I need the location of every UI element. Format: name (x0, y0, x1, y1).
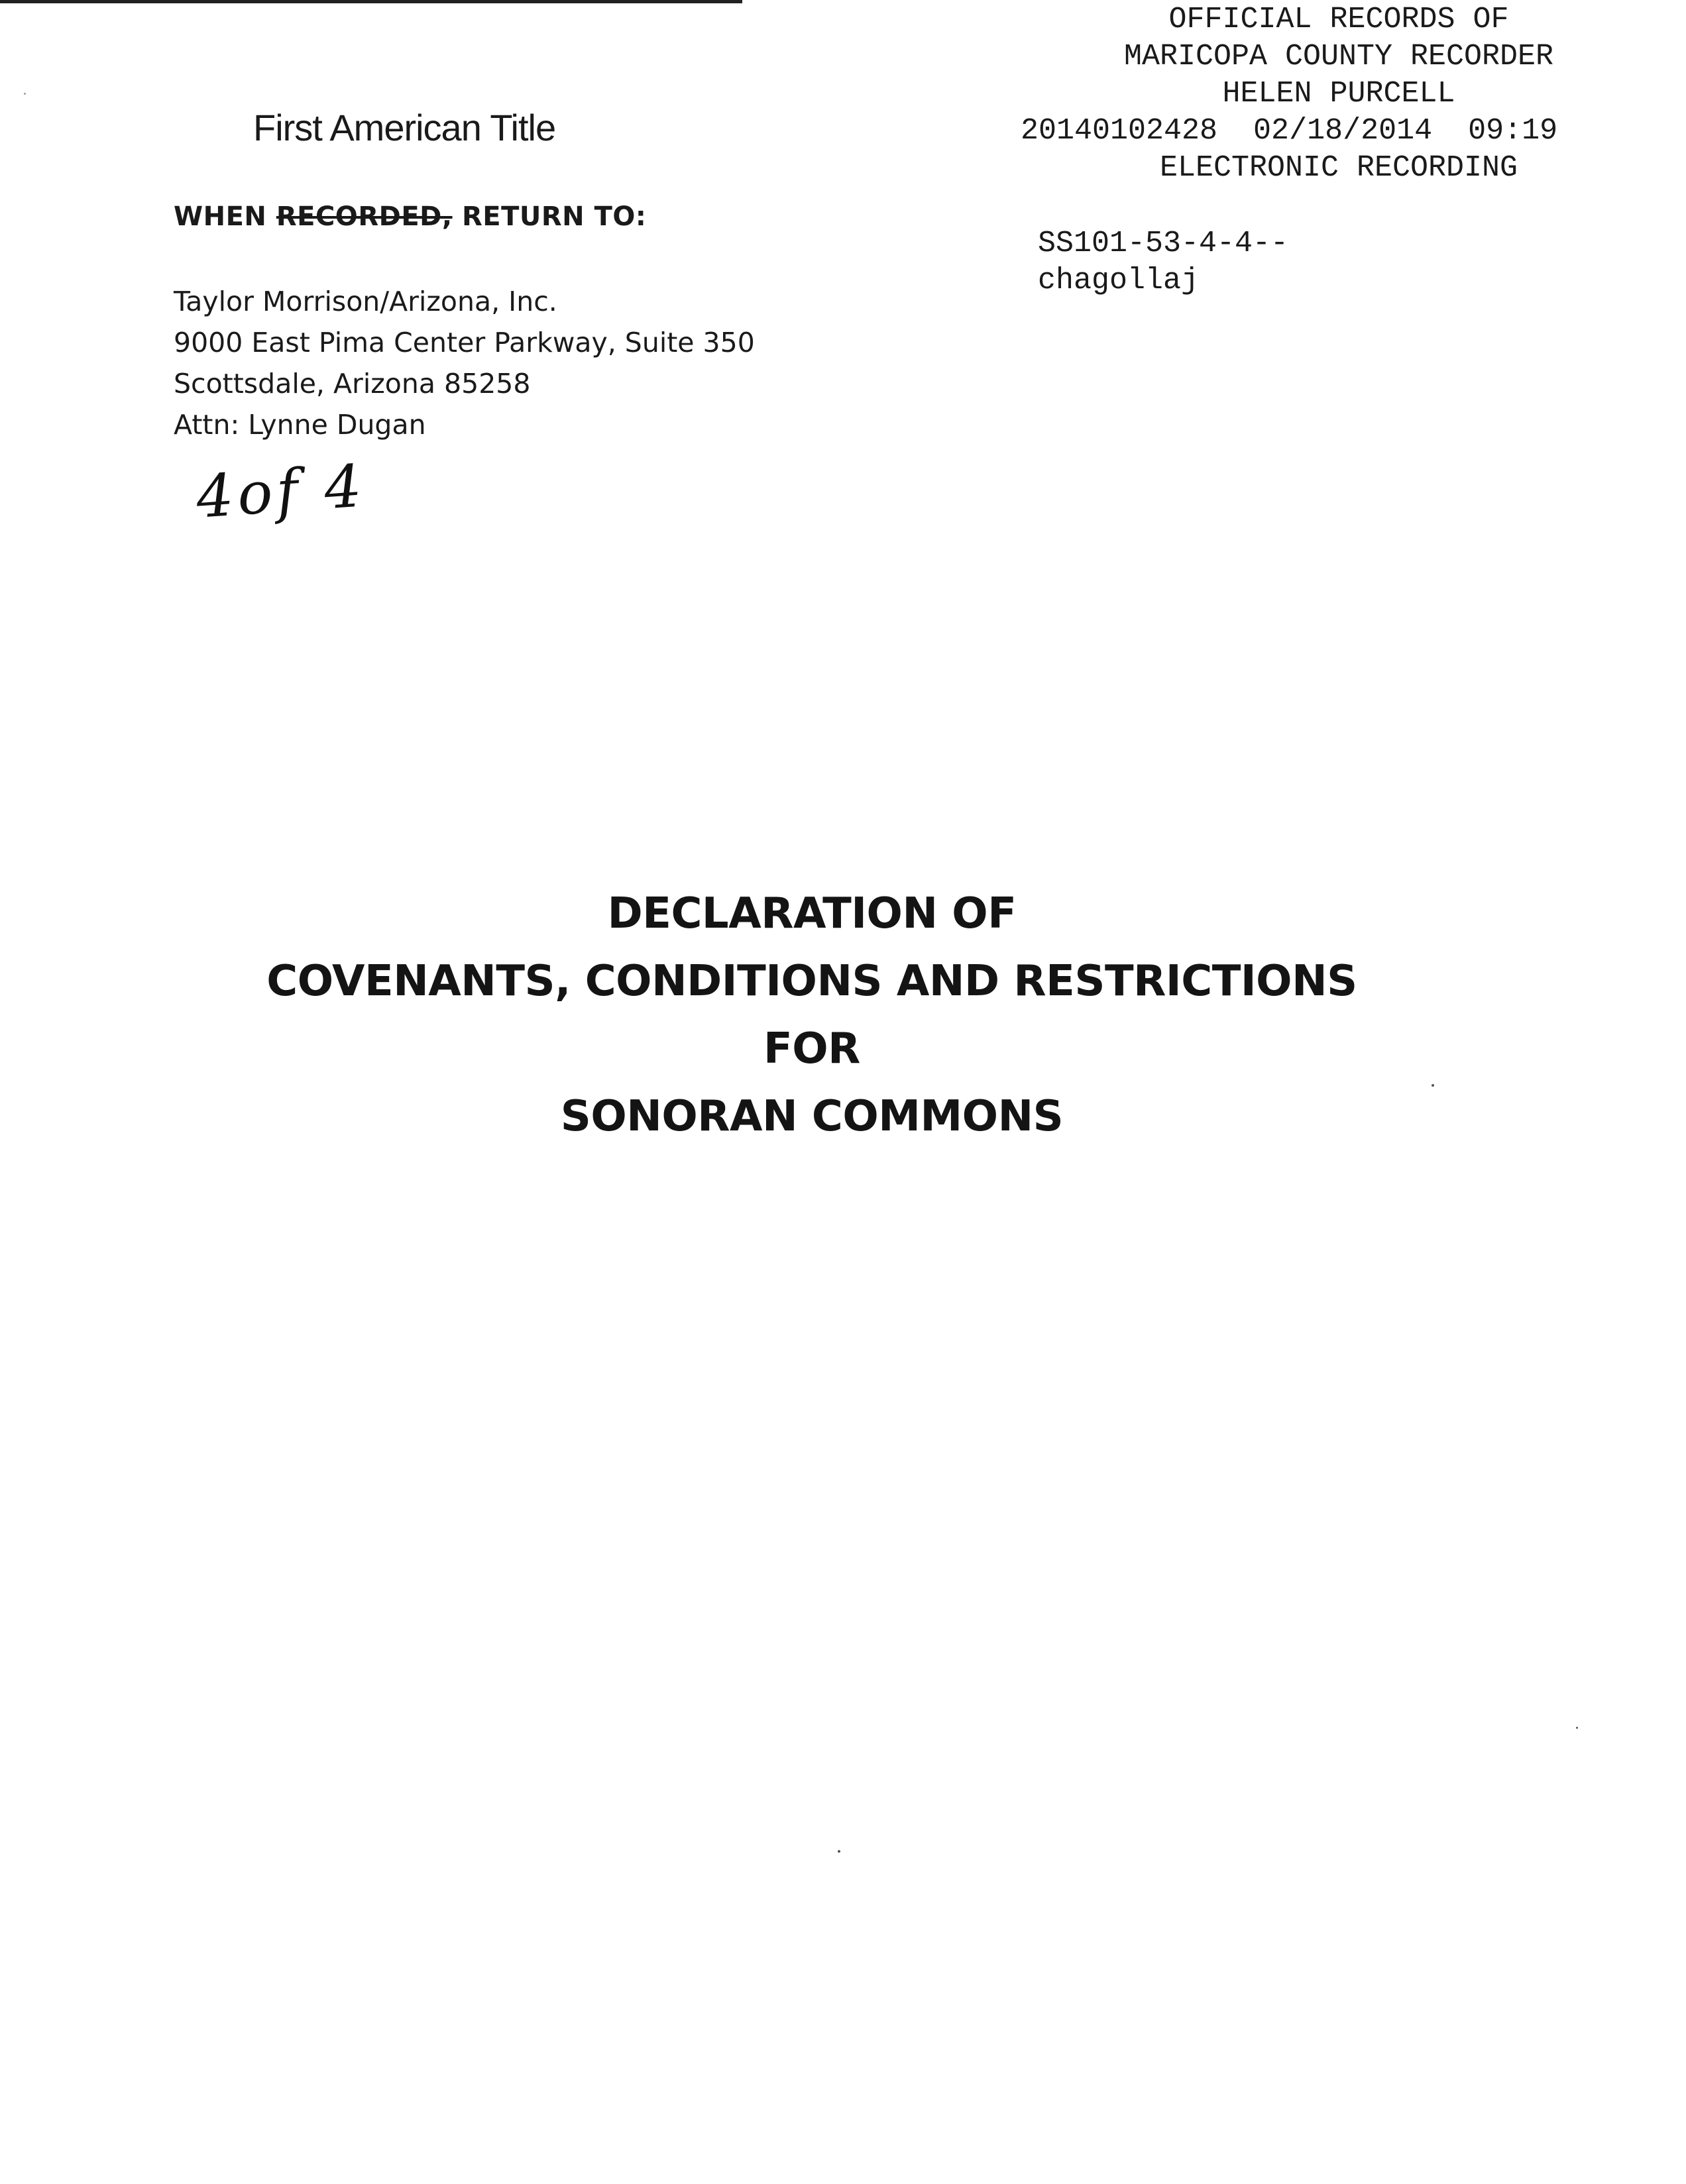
top-scan-edge (0, 0, 742, 3)
file-reference (1038, 225, 1288, 300)
return-label-suffix: RETURN TO: (452, 201, 647, 232)
document-title (0, 880, 1624, 1150)
file-reference-user: chagollaj (1038, 264, 1200, 298)
title-line: DECLARATION OF (607, 889, 1017, 938)
scan-speck (1576, 1727, 1578, 1729)
recorder-line: ELECTRONIC RECORDING (1159, 151, 1518, 185)
return-to-label (174, 201, 646, 232)
scan-speck (1432, 1084, 1434, 1087)
recorder-stamp (1021, 1, 1657, 187)
file-reference-code: SS101-53-4-4-- (1038, 227, 1289, 260)
title-line: COVENANTS, CONDITIONS AND RESTRICTIONS (266, 957, 1357, 1006)
scan-speck (838, 1850, 840, 1853)
address-line: Taylor Morrison/Arizona, Inc. (174, 286, 557, 317)
return-label-struck-word: RECORDED, (276, 201, 453, 232)
recording-number-line: 20140102428 02/18/2014 09:19 (1021, 114, 1558, 148)
scan-speck (24, 93, 26, 95)
recorder-line: OFFICIAL RECORDS OF (1168, 3, 1509, 36)
title-line: SONORAN COMMONS (560, 1092, 1064, 1141)
recorder-line: HELEN PURCELL (1222, 77, 1455, 111)
title-line: FOR (763, 1024, 860, 1073)
address-line: 9000 East Pima Center Parkway, Suite 350 (174, 327, 755, 358)
company-name: First American Title (253, 107, 556, 148)
recorder-line: MARICOPA COUNTY RECORDER (1123, 40, 1554, 74)
address-line: Attn: Lynne Dugan (174, 409, 426, 441)
handwritten-page-count: 4of 4 (194, 451, 368, 531)
return-address (174, 281, 755, 445)
address-line: Scottsdale, Arizona 85258 (174, 368, 531, 400)
return-label-prefix: WHEN (174, 201, 276, 232)
